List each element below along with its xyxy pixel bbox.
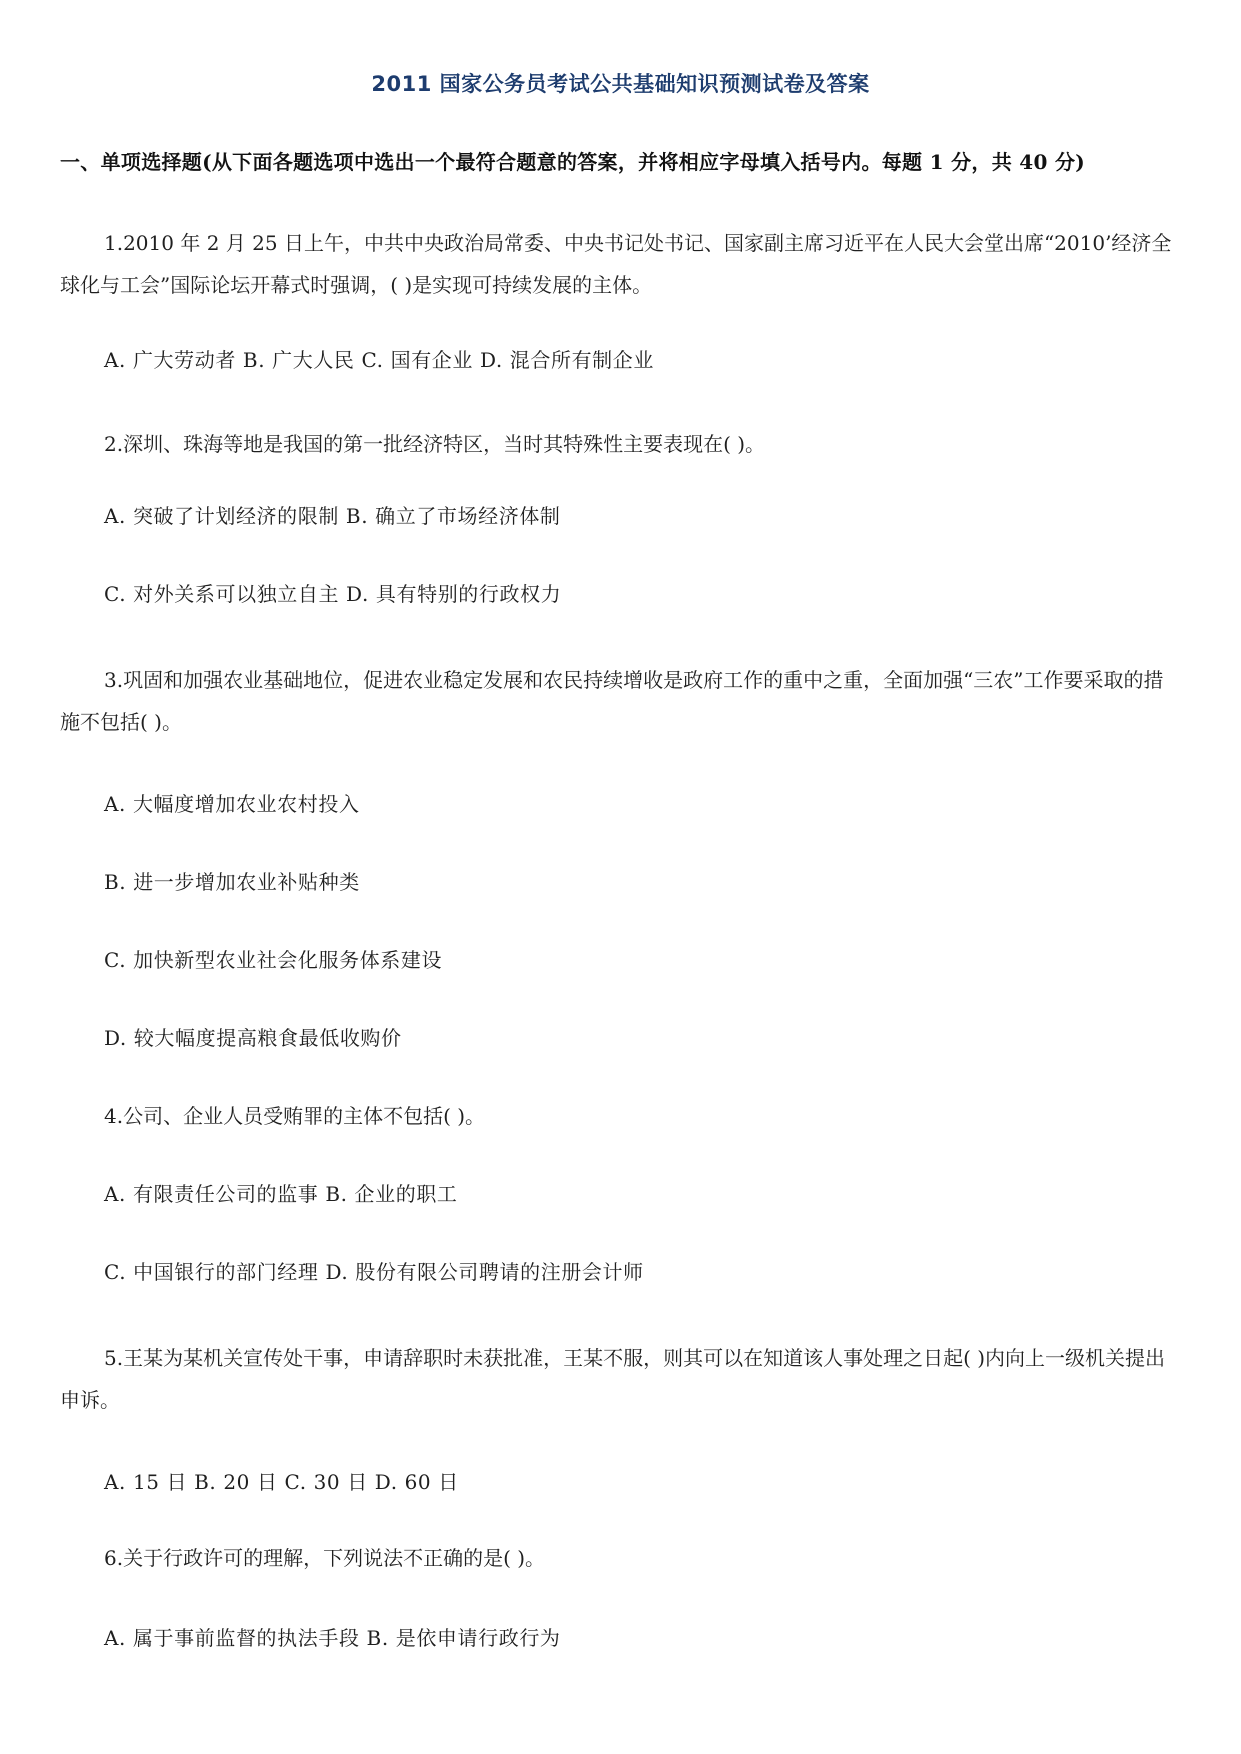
section-heading: 一、单项选择题(从下面各题选项中选出一个最符合题意的答案，并将相应字母填入括号内。每题 1 分，共 40 分) (60, 150, 1086, 174)
question-6-stem: 6.关于行政许可的理解，下列说法不正确的是( )。 (104, 1546, 546, 1570)
question-3-option-d: D. 较大幅度提高粮食最低收购价 (104, 1026, 402, 1050)
question-4-options-line-1: A. 有限责任公司的监事 B. 企业的职工 (104, 1182, 458, 1206)
question-3-stem: 3.巩固和加强农业基础地位，促进农业稳定发展和农民持续增收是政府工作的重中之重，全面加强“三农”工作要采取的措施不包括( )。 (60, 668, 1164, 734)
question-5-stem: 5.王某为某机关宣传处干事，申请辞职时未获批准，王某不服，则其可以在知道该人事处理之日起( )内向上一级机关提出申诉。 (60, 1346, 1166, 1412)
question-5-options: A. 15 日 B. 20 日 C. 30 日 D. 60 日 (104, 1470, 459, 1494)
question-2-options-line-2: C. 对外关系可以独立自主 D. 具有特别的行政权力 (104, 582, 562, 606)
question-4-stem: 4.公司、企业人员受贿罪的主体不包括( )。 (104, 1104, 486, 1128)
question-4-options-line-2: C. 中国银行的部门经理 D. 股份有限公司聘请的注册会计师 (104, 1260, 644, 1284)
question-1-options: A. 广大劳动者 B. 广大人民 C. 国有企业 D. 混合所有制企业 (104, 348, 654, 372)
question-3-option-c: C. 加快新型农业社会化服务体系建设 (104, 948, 443, 972)
question-6-options-line-1: A. 属于事前监督的执法手段 B. 是依申请行政行为 (104, 1626, 561, 1650)
question-3-option-a: A. 大幅度增加农业农村投入 (104, 792, 360, 816)
question-1-stem: 1.2010 年 2 月 25 日上午，中共中央政治局常委、中央书记处书记、国家副主席习近平在人民大会堂出席“2010’经济全球化与工会”国际论坛开幕式时强调，( )是实现可持续发展的主体。 (60, 231, 1172, 297)
page-title: 2011 国家公务员考试公共基础知识预测试卷及答案 (371, 72, 870, 96)
question-3-option-b: B. 进一步增加农业补贴种类 (104, 870, 360, 894)
question-2-stem: 2.深圳、珠海等地是我国的第一批经济特区，当时其特殊性主要表现在( )。 (104, 432, 766, 456)
question-2-options-line-1: A. 突破了计划经济的限制 B. 确立了市场经济体制 (104, 504, 561, 528)
